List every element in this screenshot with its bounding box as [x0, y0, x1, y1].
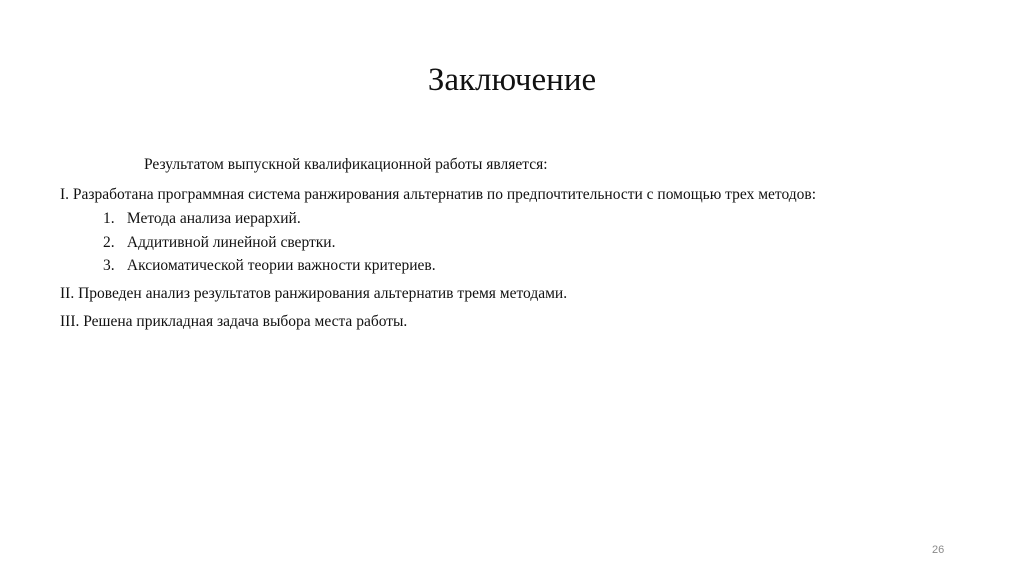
- method-number: 1.: [103, 210, 115, 227]
- method-item-1: [103, 210, 301, 228]
- method-text: Аддитивной линейной свертки.: [126, 234, 336, 251]
- page-number: 26: [932, 544, 945, 556]
- conclusion-point-1: I. Разработана программная система ранжирования альтернатив по предпочтительности с помощью трех методов:: [60, 186, 817, 203]
- method-item-3: [103, 257, 436, 275]
- slide-title: Заключение: [427, 62, 597, 98]
- intro-text: Результатом выпускной квалификационной работы является:: [144, 156, 548, 173]
- method-text: Аксиоматической теории важности критериев.: [126, 257, 436, 274]
- conclusion-point-3: III. Решена прикладная задача выбора места работы.: [60, 313, 408, 330]
- conclusion-point-2: II. Проведен анализ результатов ранжирования альтернатив тремя методами.: [60, 285, 568, 302]
- method-number: 2.: [103, 234, 115, 251]
- method-text: Метода анализа иерархий.: [126, 210, 301, 227]
- method-item-2: [103, 234, 335, 252]
- method-number: 3.: [103, 257, 115, 274]
